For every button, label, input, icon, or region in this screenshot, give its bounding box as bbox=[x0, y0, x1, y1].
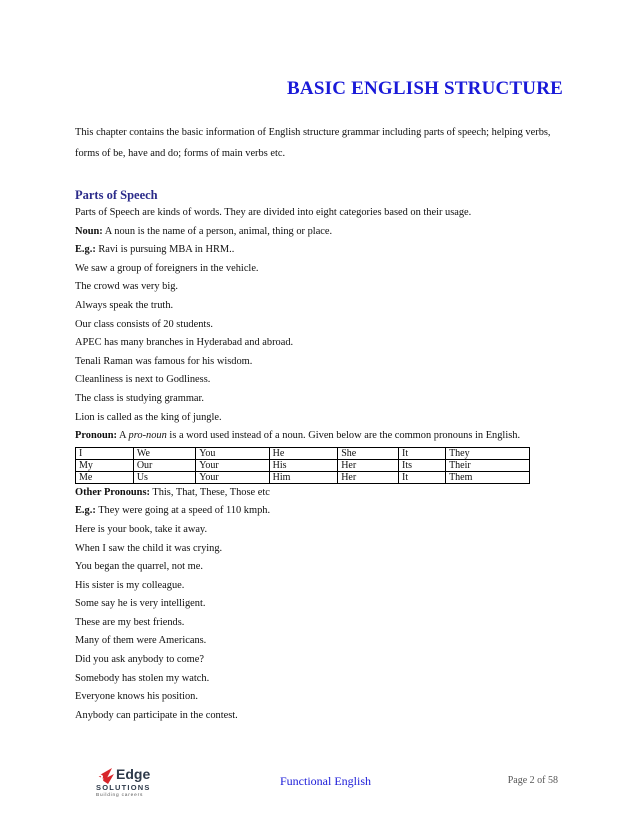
intro-paragraph: This chapter contains the basic information of English structure grammar including parts of speech; helping verbs, forms of be, have and do; forms of main verbs etc. bbox=[75, 127, 551, 159]
table-cell: My bbox=[76, 459, 134, 471]
table-cell: She bbox=[338, 447, 399, 459]
example-text: The class is studying grammar. bbox=[75, 392, 204, 404]
table-cell: They bbox=[446, 447, 530, 459]
other-pronouns bbox=[75, 484, 565, 503]
noun-definition bbox=[75, 223, 565, 242]
noun-example-line bbox=[75, 241, 565, 260]
table-cell: You bbox=[196, 447, 269, 459]
eg-label: E.g.: bbox=[75, 244, 96, 256]
table-row bbox=[76, 447, 530, 459]
table-cell: His bbox=[269, 459, 338, 471]
pronoun-example-line bbox=[75, 614, 565, 633]
other-pronouns-label: Other Pronouns: bbox=[75, 486, 150, 498]
table-cell: He bbox=[269, 447, 338, 459]
table-cell: Your bbox=[196, 471, 269, 483]
pronoun-example-line bbox=[75, 540, 565, 559]
example-text: Tenali Raman was famous for his wisdom. bbox=[75, 355, 253, 367]
noun-example-line bbox=[75, 409, 565, 428]
example-text: Here is your book, take it away. bbox=[75, 523, 208, 535]
example-text: Many of them were Americans. bbox=[75, 635, 207, 647]
example-text: Some say he is very intelligent. bbox=[75, 598, 206, 610]
table-cell: I bbox=[76, 447, 134, 459]
pronoun-def-post: is a word used instead of a noun. Given below are the common pronouns in English. bbox=[166, 430, 521, 442]
table-cell: Her bbox=[338, 471, 399, 483]
example-text: They were going at a speed of 110 kmph. bbox=[95, 505, 271, 517]
pronoun-example-line bbox=[75, 558, 565, 577]
logo-tagline: Building careers bbox=[96, 793, 144, 798]
pronoun-table bbox=[75, 447, 530, 484]
noun-example-line bbox=[75, 371, 565, 390]
logo-word: Edge bbox=[116, 766, 151, 782]
pronoun-def-pre: A bbox=[116, 430, 129, 442]
table-cell: We bbox=[133, 447, 195, 459]
page-footer bbox=[0, 760, 638, 800]
page-title: BASIC ENGLISH STRUCTURE bbox=[287, 78, 563, 99]
table-cell: Them bbox=[446, 471, 530, 483]
pronoun-definition bbox=[75, 427, 565, 446]
noun-example-line bbox=[75, 390, 565, 409]
pronoun-example-line bbox=[75, 688, 565, 707]
pronoun-label: Pronoun: bbox=[75, 430, 117, 442]
pronoun-example-line bbox=[75, 651, 565, 670]
company-logo bbox=[92, 764, 172, 798]
example-text: When I saw the child it was crying. bbox=[75, 542, 223, 554]
table-cell: Your bbox=[196, 459, 269, 471]
noun-example-line bbox=[75, 278, 565, 297]
table-row bbox=[76, 459, 530, 471]
logo-number: 3 bbox=[96, 771, 104, 787]
table-cell: Him bbox=[269, 471, 338, 483]
noun-example-line bbox=[75, 260, 565, 279]
example-text: We saw a group of foreigners in the vehicle. bbox=[75, 262, 259, 274]
pronoun-example-line bbox=[75, 521, 565, 540]
table-row bbox=[76, 471, 530, 483]
table-cell: Our bbox=[133, 459, 195, 471]
pronoun-example-line bbox=[75, 707, 565, 726]
table-cell: Me bbox=[76, 471, 134, 483]
example-text: Anybody can participate in the contest. bbox=[75, 709, 238, 721]
eg-label: E.g.: bbox=[75, 505, 96, 517]
noun-label: Noun: bbox=[75, 225, 103, 237]
table-cell: Us bbox=[133, 471, 195, 483]
noun-example-line bbox=[75, 316, 565, 335]
noun-example-line bbox=[75, 297, 565, 316]
pronoun-examples bbox=[75, 502, 565, 725]
example-text: Our class consists of 20 students. bbox=[75, 318, 213, 330]
table-cell: Her bbox=[338, 459, 399, 471]
example-text: Lion is called as the king of jungle. bbox=[75, 411, 222, 423]
noun-def-text: A noun is the name of a person, animal, thing or place. bbox=[102, 225, 333, 237]
table-cell: Their bbox=[446, 459, 530, 471]
noun-examples bbox=[75, 241, 565, 427]
pronoun-example-line bbox=[75, 632, 565, 651]
section-description: Parts of Speech are kinds of words. They are divided into eight categories based on their usage. bbox=[75, 207, 472, 218]
example-text: Always speak the truth. bbox=[75, 299, 174, 311]
pronoun-example-line bbox=[75, 577, 565, 596]
example-text: His sister is my colleague. bbox=[75, 579, 185, 591]
page-number: Page 2 of 58 bbox=[507, 775, 558, 786]
pronoun-example-line bbox=[75, 670, 565, 689]
table-cell: It bbox=[399, 447, 446, 459]
example-text: Ravi is pursuing MBA in HRM.. bbox=[95, 244, 235, 256]
other-pronouns-text: This, That, These, Those etc bbox=[149, 486, 270, 498]
content-body bbox=[75, 122, 565, 725]
example-text: You began the quarrel, not me. bbox=[75, 561, 203, 573]
example-text: Cleanliness is next to Godliness. bbox=[75, 374, 211, 386]
example-text: Everyone knows his position. bbox=[75, 691, 198, 703]
section-heading: Parts of Speech bbox=[75, 188, 158, 202]
example-text: APEC has many branches in Hyderabad and abroad. bbox=[75, 337, 294, 349]
example-text: Did you ask anybody to come? bbox=[75, 654, 204, 666]
pronoun-example-line bbox=[75, 595, 565, 614]
pronoun-example-line bbox=[75, 502, 565, 521]
pronoun-def-italic: pro-noun bbox=[128, 430, 167, 442]
table-cell: It bbox=[399, 471, 446, 483]
example-text: Somebody has stolen my watch. bbox=[75, 672, 210, 684]
example-text: The crowd was very big. bbox=[75, 281, 179, 293]
noun-example-line bbox=[75, 334, 565, 353]
footer-course-name: Functional English bbox=[280, 774, 371, 788]
example-text: These are my best friends. bbox=[75, 616, 185, 628]
table-cell: Its bbox=[399, 459, 446, 471]
logo-company: SOLUTIONS bbox=[96, 783, 151, 792]
noun-example-line bbox=[75, 353, 565, 372]
